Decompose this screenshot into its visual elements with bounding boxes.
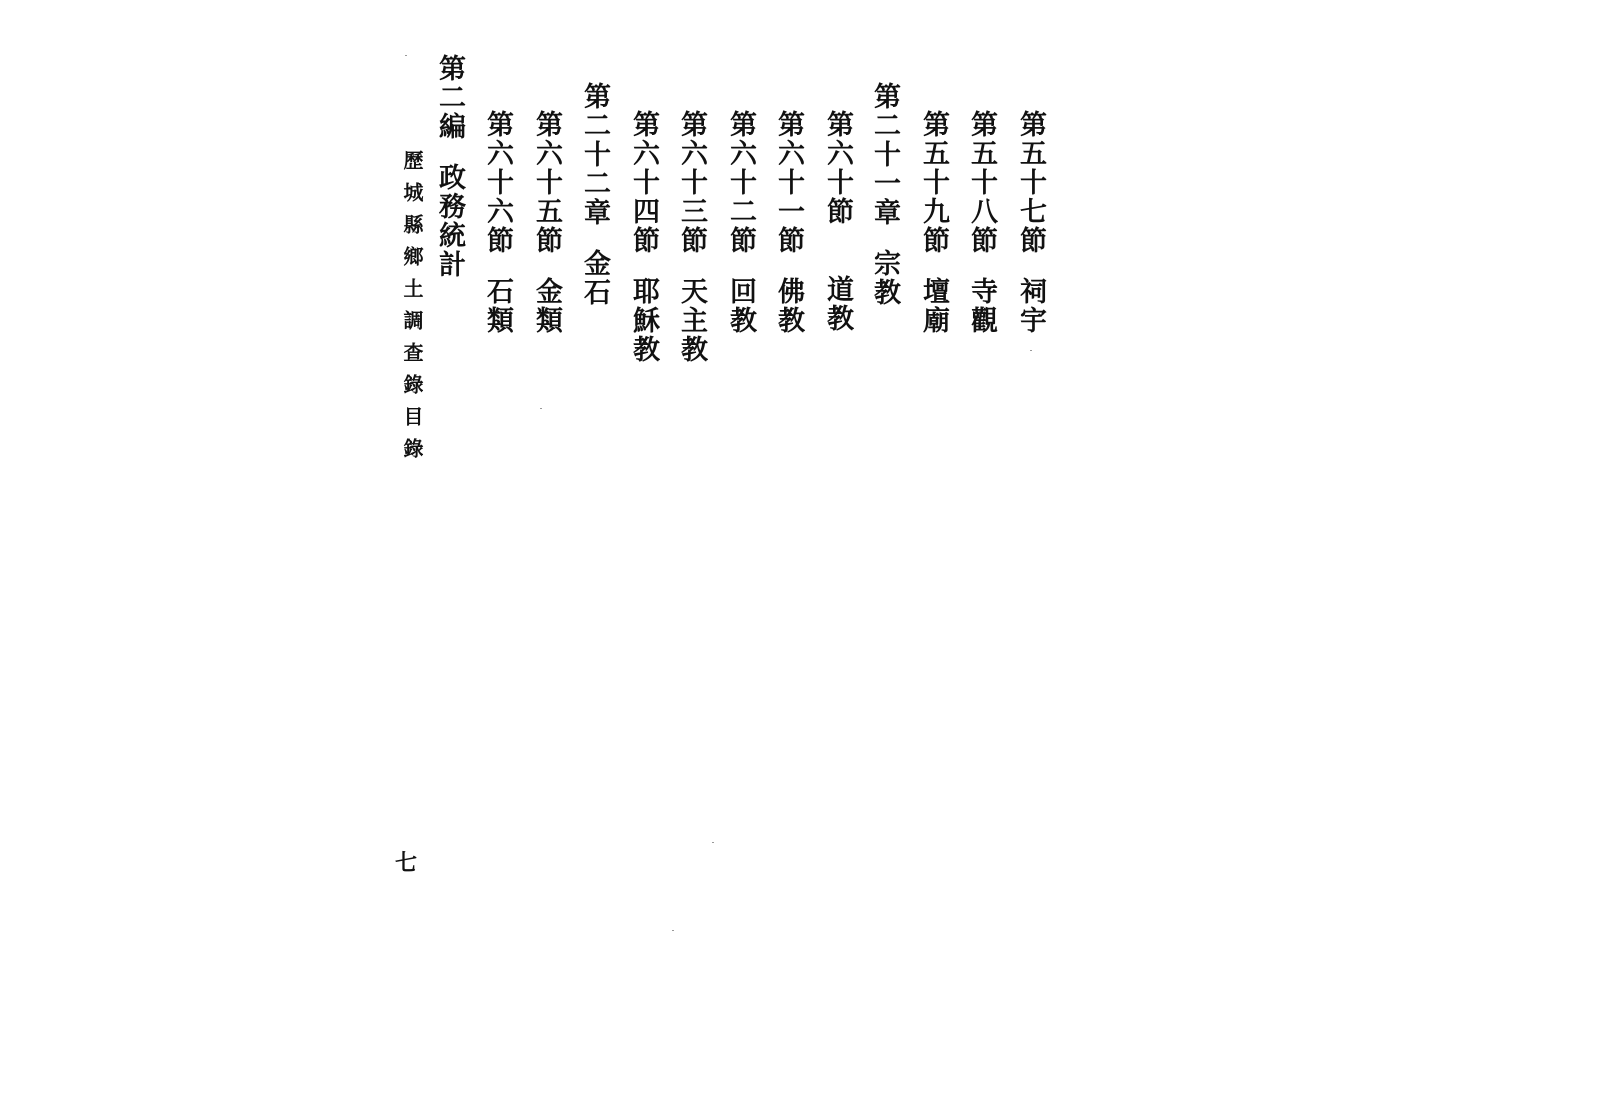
- toc-title: 佛教: [773, 277, 804, 335]
- toc-title: 石類: [482, 277, 513, 335]
- toc-heading: 第六十六節: [482, 110, 513, 255]
- scan-speck: [672, 930, 674, 931]
- page-number: 七: [395, 850, 418, 876]
- toc-title: 政務統計: [434, 163, 465, 279]
- running-title: 歷城縣鄉土調查錄目錄: [400, 150, 424, 470]
- toc-heading: 第五十八節: [966, 110, 997, 255]
- toc-title: 天主教: [676, 277, 707, 364]
- toc-entry-59: [920, 110, 947, 335]
- toc-title: 寺觀: [966, 277, 997, 335]
- toc-entry-58: [968, 110, 995, 335]
- toc-heading: 第五十九節: [918, 110, 949, 255]
- toc-chapter-21: [871, 82, 898, 307]
- toc-title: 金石: [579, 249, 610, 307]
- toc-chapter-22: [581, 82, 608, 307]
- scan-speck: [1030, 350, 1032, 351]
- toc-title: 金類: [531, 277, 562, 335]
- toc-title: 回教: [725, 277, 756, 335]
- toc-entry-63: [678, 110, 705, 364]
- toc-entry-62: [727, 110, 754, 335]
- toc-heading: 第二十一章: [869, 82, 900, 227]
- toc-entry-60: [824, 110, 851, 333]
- scan-speck: [712, 842, 714, 843]
- toc-heading: 第六十五節: [531, 110, 562, 255]
- toc-title: 祠宇: [1015, 277, 1046, 335]
- toc-heading: 第五十七節: [1015, 110, 1046, 255]
- toc-entry-61: [775, 110, 802, 335]
- toc-heading: 第六十一節: [773, 110, 804, 255]
- scan-speck: [540, 408, 542, 409]
- scan-speck: [405, 55, 407, 56]
- toc-title: 道教: [822, 275, 853, 333]
- toc-heading: 第六十節: [822, 110, 853, 226]
- toc-title: 耶穌教: [628, 277, 659, 364]
- toc-title: 宗教: [869, 249, 900, 307]
- toc-entry-65: [533, 110, 560, 335]
- toc-entry-66: [484, 110, 511, 335]
- toc-entry-64: [630, 110, 657, 364]
- toc-heading: 第六十三節: [676, 110, 707, 255]
- toc-heading: 第六十四節: [628, 110, 659, 255]
- toc-part-2: [436, 54, 463, 279]
- toc-heading: 第二編: [434, 54, 465, 141]
- toc-entry-57: [1017, 110, 1044, 335]
- toc-title: 壇廟: [918, 277, 949, 335]
- toc-heading: 第六十二節: [725, 110, 756, 255]
- toc-heading: 第二十二章: [579, 82, 610, 227]
